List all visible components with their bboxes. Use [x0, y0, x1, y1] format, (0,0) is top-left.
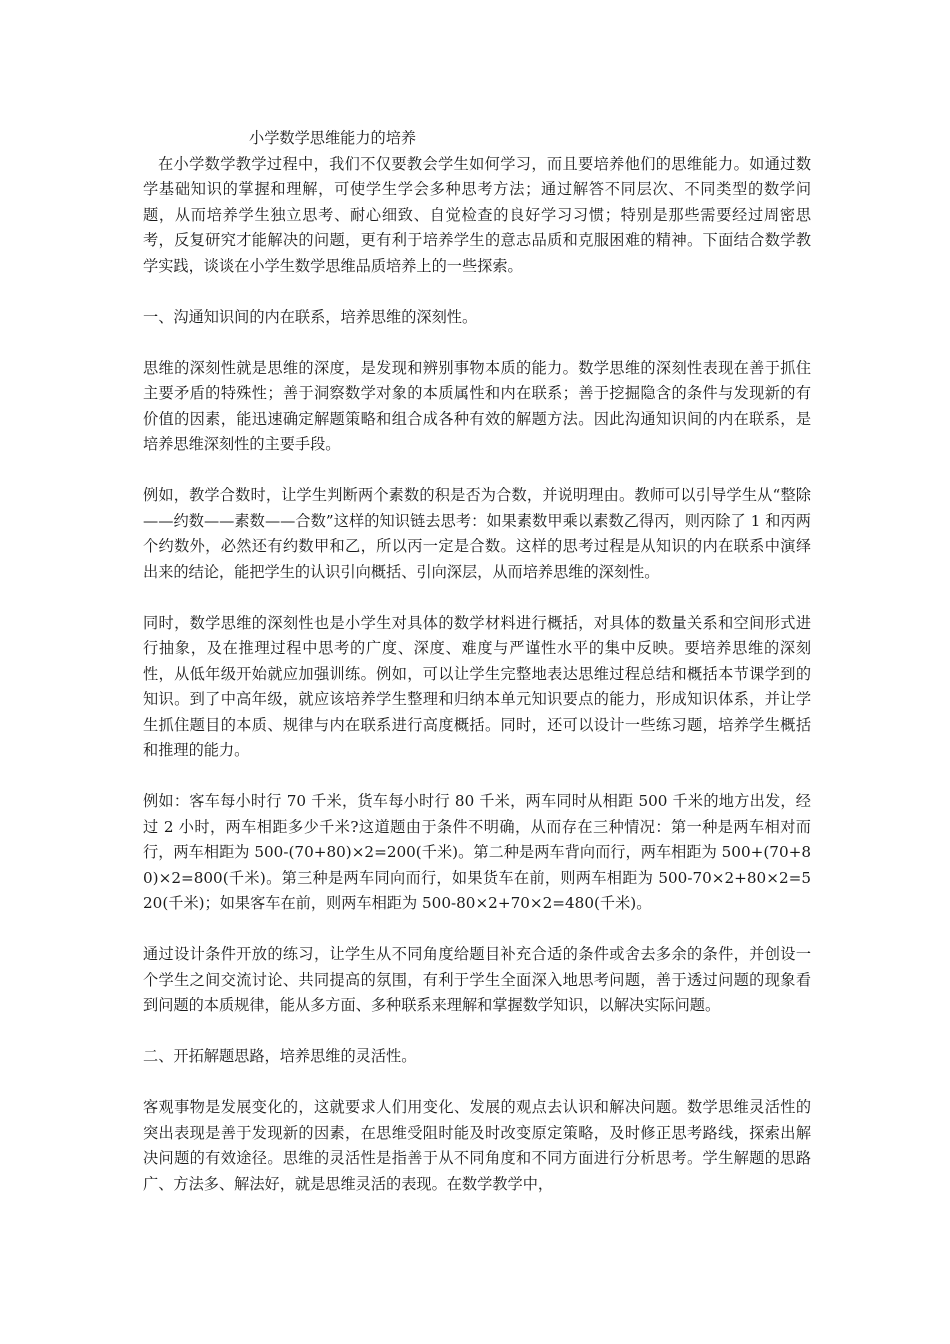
section-2-paragraph-1: 客观事物是发展变化的，这就要求人们用变化、发展的观点去认识和解决问题。数学思维灵活性的突出表现是善于发现新的因素，在思维受阻时能及时改变原定策略，及时修正思考路线，探索出解决问题的有效途径。思维的灵活性是指善于从不同角度和不同方面进行分析思考。学生解题的思路广、方法多、解法好，就是思维灵活的表现。在数学教学中， — [143, 1098, 811, 1193]
section-1-paragraph-5: 通过设计条件开放的练习，让学生从不同角度给题目补充合适的条件或舍去多余的条件，并创设一个学生之间交流讨论、共同提高的氛围，有利于学生全面深入地思考问题，善于透过问题的现象看到问题的本质规律，能从多方面、多种联系来理解和掌握数学知识，以解决实际问题。 — [143, 945, 811, 1014]
intro-paragraph: 在小学数学教学过程中，我们不仅要教会学生如何学习，而且要培养他们的思维能力。如通过数学基础知识的掌握和理解，可使学生学会多种思考方法；通过解答不同层次、不同类型的数学问题，从而培养学生独立思考、耐心细致、自觉检查的良好学习习惯；特别是那些需要经过周密思考，反复研究才能解决的问题，更有利于培养学生的意志品质和克服困难的精神。下面结合数学教学实践，谈谈在小学生数学思维品质培养上的一些探索。 — [143, 154, 811, 275]
section-1-paragraph-3: 同时，数学思维的深刻性也是小学生对具体的数学材料进行概括，对具体的数量关系和空间形式进行抽象，及在推理过程中思考的广度、深度、难度与严谨性水平的集中反映。要培养思维的深刻性，从低年级开始就应加强训练。例如，可以让学生完整地表达思维过程总结和概括本节课学到的知识。到了中高年级，就应该培养学生整理和归纳本单元知识要点的能力，形成知识体系，并让学生抓住题目的本质、规律与内在联系进行高度概括。同时，还可以设计一些练习题，培养学生概括和推理的能力。 — [143, 613, 811, 759]
document-title: 小学数学思维能力的培养 — [249, 129, 417, 147]
section-1-paragraph-1: 思维的深刻性就是思维的深度，是发现和辨别事物本质的能力。数学思维的深刻性表现在善于抓住主要矛盾的特殊性；善于洞察数学对象的本质属性和内在联系；善于挖掘隐含的条件与发现新的有价值的因素，能迅速确定解题策略和组合成各种有效的解题方法。因此沟通知识间的内在联系，是培养思维深刻性的主要手段。 — [143, 358, 811, 453]
section-1-heading: 一、沟通知识间的内在联系，培养思维的深刻性。 — [143, 307, 478, 326]
section-1-paragraph-2: 例如，教学合数时，让学生判断两个素数的积是否为合数，并说明理由。教师可以引导学生从“整除——约数——素数——合数”这样的知识链去思考：如果素数甲乘以素数乙得丙，则丙除了 1 和丙两个约数外，必然还有约数甲和乙，所以丙一定是合数。这样的思考过程是从知识的内在联系中演绎出来的结论，能把学生的认识引向概括、引向深层，从而培养思维的深刻性。 — [143, 486, 811, 581]
section-1-paragraph-4: 例如：客车每小时行 70 千米，货车每小时行 80 千米，两车同时从相距 500 千米的地方出发，经过 2 小时，两车相距多少千米?这道题由于条件不明确，从而存在三种情况：第一种是两车相对而行，两车相距为 500-(70+80)×2=200(千米)。第二种是两车背向而行，两车相距为 500+(70+80)×2=800(千米)。第三种是两车同向而行，如果货车在前，则两车相距为 500-70×2+80×2=520(千米)；如果客车在前，则两车相距为 500-80×2+70×2=480(千米)。 — [143, 792, 811, 912]
document-body — [143, 126, 811, 1223]
section-2-heading: 二、开拓解题思路，培养思维的灵活性。 — [143, 1047, 417, 1065]
